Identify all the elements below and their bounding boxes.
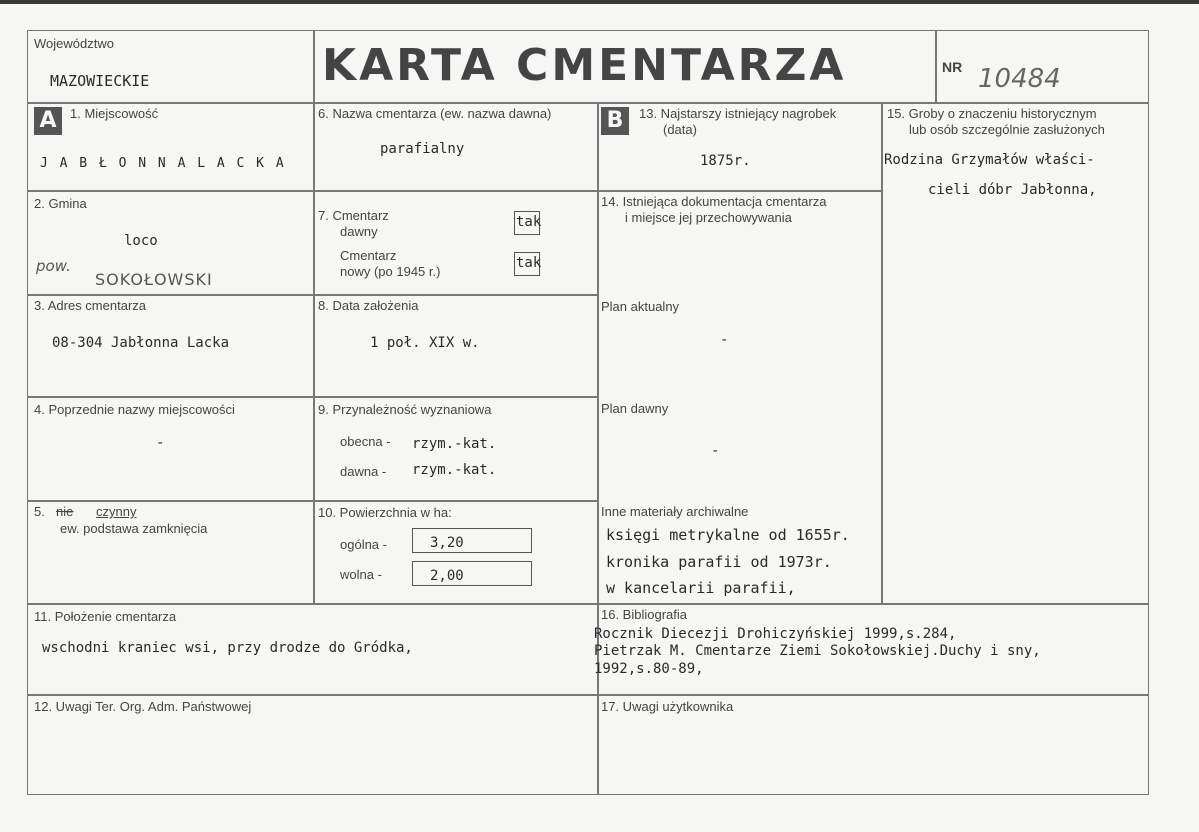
field-7-label: 7. Cmentarz	[318, 208, 389, 223]
field-1-label: 1. Miejscowość	[70, 106, 159, 121]
field-2-note-prefix: pow.	[36, 257, 71, 275]
other-materials-line-2: kronika parafii od 1973r.	[606, 553, 832, 571]
other-materials-label: Inne materiały archiwalne	[601, 504, 749, 519]
field-7-new-value: tak	[516, 255, 542, 271]
field-17-label: 17. Uwagi użytkownika	[601, 699, 734, 714]
field-4-label: 4. Poprzednie nazwy miejscowości	[34, 402, 235, 417]
field-13-value: 1875r.	[700, 153, 751, 169]
section-a-letter: A	[36, 109, 60, 133]
field-10-free-value: 2,00	[430, 568, 464, 584]
field-12-label: 12. Uwagi Ter. Org. Adm. Państwowej	[34, 699, 252, 714]
field-15-cell	[881, 102, 1149, 605]
field-5-sublabel: ew. podstawa zamknięcia	[60, 521, 208, 536]
field-9-current-label: obecna -	[340, 434, 391, 449]
bibliography-line-3: 1992,s.80-89,	[594, 661, 704, 677]
field-1-value: J A B Ł O N N A L A C K A	[40, 156, 286, 171]
plan-current-label: Plan aktualny	[601, 299, 680, 314]
field-2-label: 2. Gmina	[34, 196, 87, 211]
field-4-value: -	[156, 435, 165, 451]
voivodeship-label: Województwo	[34, 36, 114, 51]
field-8-value: 1 poł. XIX w.	[370, 335, 480, 351]
field-6-value: parafialny	[380, 141, 465, 157]
field-11-value: wschodni kraniec wsi, przy drodze do Gródka,	[42, 640, 413, 656]
field-9-former-value: rzym.-kat.	[412, 462, 497, 478]
field-2-note: SOKOŁOWSKI	[95, 270, 213, 289]
bibliography-line-1: Rocznik Diecezji Drohiczyńskiej 1999,s.284,	[594, 626, 957, 642]
number-label: NR	[942, 59, 963, 75]
field-13-label-2: (data)	[663, 122, 697, 137]
field-3-label: 3. Adres cmentarza	[34, 298, 146, 313]
field-7-cell	[313, 190, 599, 296]
field-5-struck-word: nie	[56, 504, 74, 519]
field-6-label: 6. Nazwa cmentarza (ew. nazwa dawna)	[318, 106, 552, 121]
field-15-label-2: lub osób szczególnie zasłużonych	[909, 122, 1105, 137]
field-7-new-label-1: Cmentarz	[340, 248, 397, 263]
field-8-label: 8. Data założenia	[318, 298, 419, 313]
plan-old-value: -	[711, 443, 720, 459]
field-7-old-value: tak	[516, 214, 542, 230]
voivodeship-value: MAZOWIECKIE	[50, 72, 150, 90]
field-10-total-value: 3,20	[430, 535, 464, 551]
field-7-new-label-2: nowy (po 1945 r.)	[340, 264, 441, 279]
field-5-label-prefix: 5.	[34, 504, 45, 519]
field-10-free-label: wolna -	[340, 567, 382, 582]
field-14-label-1: 14. Istniejąca dokumentacja cmentarza	[601, 194, 827, 209]
field-9-label: 9. Przynależność wyznaniowa	[318, 402, 492, 417]
field-11-label: 11. Położenie cmentarza	[34, 609, 177, 624]
section-a-marker	[34, 107, 62, 135]
other-materials-line-3: w kancelarii parafii,	[606, 579, 796, 597]
field-15-label-1: 15. Groby o znaczeniu historycznym	[887, 106, 1097, 121]
field-15-line-1: Rodzina Grzymałów właści-	[884, 152, 1095, 168]
number-value: 10484	[978, 64, 1061, 94]
card-title: KARTA CMENTARZA	[322, 40, 847, 91]
field-14-label-2: i miejsce jej przechowywania	[625, 210, 792, 225]
field-15-line-2: cieli dóbr Jabłonna,	[928, 182, 1097, 198]
field-9-current-value: rzym.-kat.	[412, 436, 497, 452]
field-9-former-label: dawna -	[340, 464, 387, 479]
field-7-old-label: dawny	[340, 224, 378, 239]
other-materials-line-1: księgi metrykalne od 1655r.	[606, 526, 850, 544]
top-edge	[0, 0, 1199, 4]
bibliography-line-2: Pietrzak M. Cmentarze Ziemi Sokołowskiej.Duchy i sny,	[594, 643, 1041, 659]
field-16-label: 16. Bibliografia	[601, 607, 687, 622]
section-b-marker	[601, 107, 629, 135]
field-10-total-label: ogólna -	[340, 537, 387, 552]
plan-current-value: -	[720, 332, 729, 348]
field-5-label: czynny	[96, 504, 137, 519]
field-2-value: loco	[124, 233, 158, 249]
field-10-label: 10. Powierzchnia w ha:	[318, 505, 452, 520]
field-3-value: 08-304 Jabłonna Lacka	[52, 335, 230, 351]
plan-old-label: Plan dawny	[601, 401, 669, 416]
field-13-label-1: 13. Najstarszy istniejący nagrobek	[639, 106, 837, 121]
section-b-letter: B	[603, 109, 627, 133]
